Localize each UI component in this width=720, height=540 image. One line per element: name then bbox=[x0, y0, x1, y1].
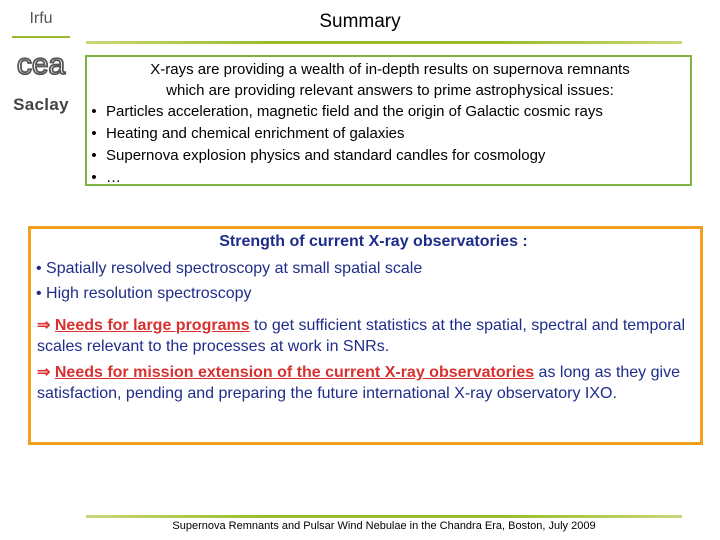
list-item bbox=[88, 123, 688, 145]
list-item: • Spatially resolved spectroscopy at small spatial scale bbox=[36, 260, 423, 277]
org-name: Irfu bbox=[29, 10, 53, 27]
needs-text: as long as they give satisfaction, pending and preparing the future international X-ray observatory IXO. bbox=[37, 364, 680, 402]
list-item-text: Particles acceleration, magnetic field and the origin of Galactic cosmic rays bbox=[106, 103, 603, 120]
implies-arrow-icon: ⇒ bbox=[37, 364, 51, 381]
cea-logo-icon bbox=[12, 47, 70, 81]
needs-text: to get sufficient statistics at the spatial, spectral and temporal scales relevant to the processes at work in SNRs. bbox=[37, 317, 686, 355]
strengths-title: Strength of current X-ray observatories : bbox=[219, 233, 528, 250]
title-divider bbox=[86, 41, 682, 44]
list-item: • High resolution spectroscopy bbox=[36, 285, 252, 302]
bullet-icon: • bbox=[91, 103, 97, 120]
highlights-list bbox=[88, 101, 688, 189]
footer-divider bbox=[86, 515, 682, 518]
implies-arrow-icon: ⇒ bbox=[37, 317, 51, 334]
bullet-icon: • bbox=[91, 147, 97, 164]
intro-line: which are providing relevant answers to prime astrophysical issues: bbox=[166, 82, 614, 99]
logo-text: cea bbox=[16, 48, 66, 81]
needs-emphasis: Needs for mission extension of the current X-ray observatories bbox=[54, 364, 535, 381]
bullet-icon: • bbox=[91, 125, 97, 142]
org-divider bbox=[12, 36, 70, 38]
needs-paragraph-extension bbox=[37, 362, 701, 404]
footer-text: Supernova Remnants and Pulsar Wind Nebulae in the Chandra Era, Boston, July 2009 bbox=[172, 520, 596, 532]
list-item-text: Supernova explosion physics and standard candles for cosmology bbox=[106, 147, 546, 164]
needs-paragraph-programs bbox=[37, 315, 701, 357]
strengths-list bbox=[36, 256, 422, 306]
list-item bbox=[88, 167, 688, 189]
list-item-text: Heating and chemical enrichment of galaxies bbox=[106, 125, 405, 142]
list-item bbox=[88, 145, 688, 167]
intro-line: X-rays are providing a wealth of in-depth results on supernova remnants bbox=[150, 61, 630, 78]
list-item-text: … bbox=[106, 169, 121, 186]
highlights-intro bbox=[100, 59, 680, 101]
needs-emphasis: Needs for large programs bbox=[54, 317, 250, 334]
site-name: Saclay bbox=[13, 95, 69, 114]
page-title: Summary bbox=[319, 11, 401, 32]
bullet-icon: • bbox=[91, 169, 97, 186]
list-item bbox=[88, 101, 688, 123]
